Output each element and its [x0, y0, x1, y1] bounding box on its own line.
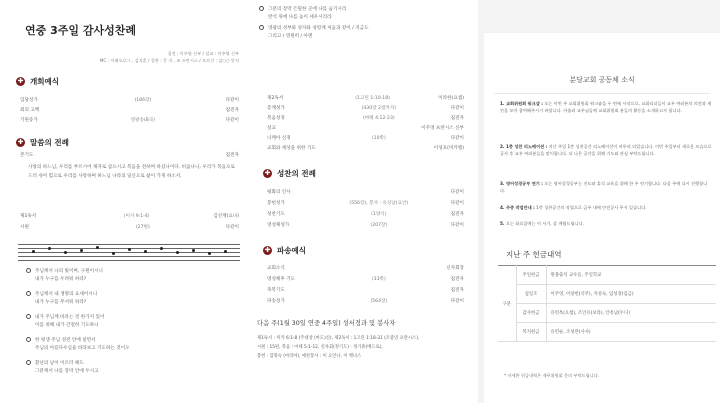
row-leader: 집전자 — [225, 153, 239, 158]
row-label: 교회와 세상을 위한 기도 — [267, 146, 316, 151]
notice-item — [500, 144, 712, 157]
page-title: 연중 3주일 감사성찬례 — [25, 24, 136, 37]
row-label: 입당성가 — [20, 98, 38, 103]
next-week-line: 봉헌 : 함명숙 (마리아), 애찬봉사 : 이 요안나, 이 엥나스 — [257, 354, 362, 359]
order-row — [267, 264, 464, 272]
response-line: 주님께서 내 생명의 요새이시니 — [35, 292, 98, 297]
row-label: 영성체성가 — [267, 223, 290, 228]
row-leader: 집전자 — [450, 116, 464, 121]
response-line: 내가 누구를 두려워 하라? — [35, 277, 87, 282]
row-detail: (27편) — [135, 225, 150, 230]
circle-icon — [26, 360, 31, 365]
divider — [494, 93, 710, 94]
row-leader: 다같이 — [450, 136, 464, 141]
row-detail: (556장), 봉사 : 유상남(요안) — [349, 201, 409, 206]
row-leader: 집전자 — [450, 212, 464, 217]
response-line: 주님의 아름다우심을 바라보고 기도하는 것이오 — [35, 346, 130, 351]
order-row — [267, 199, 464, 207]
psalm-response — [26, 314, 104, 330]
row-leader: 이성호(미카엘) — [433, 146, 464, 151]
right-panel — [484, 33, 720, 403]
row-label: 본기도 — [20, 153, 34, 158]
row-detail: (10쪽) — [371, 136, 386, 141]
row-leader: 집전자 — [450, 277, 464, 282]
row-label: 복음성경 — [267, 116, 285, 121]
notice-head: 2. 1층 성찬 리노베이션 : — [500, 144, 548, 149]
row-detail: (이사 9:1-4) — [123, 214, 150, 219]
order-row — [20, 151, 239, 159]
row-label: 죄의 고백 — [20, 108, 40, 113]
order-row — [20, 106, 239, 114]
section-eucharist — [263, 168, 316, 179]
psalm-response — [26, 291, 97, 307]
table-kind-cell: 감사헌금 — [516, 304, 546, 323]
response-line: 내가 누구를 무서워 하라? — [35, 300, 87, 305]
table-group-cell: 구분 — [498, 266, 516, 342]
row-label: 니케아 신경 — [267, 136, 291, 141]
row-leader: 다같이 — [225, 118, 239, 123]
row-leader: 다같이 — [450, 190, 464, 195]
next-week-heading: 다음 주(1월 30일 연중 4주일) 성서정과 및 봉사자 — [257, 320, 396, 327]
order-row — [20, 96, 239, 104]
psalm-response — [26, 360, 99, 376]
row-label: 제2독서 — [267, 96, 284, 101]
order-row — [267, 134, 464, 142]
music-staff — [18, 240, 240, 262]
cross-icon: ✚ — [264, 246, 271, 254]
row-leader: 다같이 — [450, 223, 464, 228]
row-label: 층계성가 — [267, 106, 285, 111]
order-row — [267, 286, 464, 294]
circle-icon — [26, 337, 31, 342]
response-line: 한 평생 주님 성전 안에 살면서 — [35, 338, 96, 343]
table-text-cell: 유빈순, 조성란(사사) — [546, 323, 716, 342]
response-line: 주님께서 나의 빛이며, 구원이시니 — [35, 269, 103, 274]
section-heading: 개회예식 — [30, 77, 59, 86]
order-row — [20, 116, 239, 124]
row-detail: (430장 2절까지) — [361, 106, 397, 111]
row-label: 시편 — [20, 225, 29, 230]
row-leader: 집전자 — [225, 108, 239, 113]
table-text-cell: 이주영, 이창헌(석주), 지성숙, 임성경(임금) — [546, 285, 716, 304]
notice-head: 1. 교회위원회 워크샵 : — [500, 101, 543, 106]
order-row — [267, 297, 464, 305]
circle-icon — [26, 314, 31, 319]
notice-body: 오는 영어성경공부는 진도와 휴식 교육을 위해 한 주 연기합니다. 다음 주에 다시 진행합니다. — [500, 181, 708, 193]
row-detail: (33쪽) — [371, 277, 386, 282]
row-label: 평화의 인사 — [267, 190, 291, 195]
offering-table — [498, 265, 716, 342]
meta-line-1: 집전 : 이주영 신부 / 설교 : 이주영 신부 — [167, 51, 239, 56]
row-label: 교회소식 — [267, 266, 285, 271]
table-row — [498, 266, 716, 285]
notice-item — [500, 101, 712, 114]
table-kind-cell: 복지헌금 — [516, 323, 546, 342]
section-heading: 성찬의 전례 — [277, 169, 316, 178]
row-detail: 영광송(B곡) — [130, 118, 156, 123]
order-row — [20, 212, 239, 220]
table-kind-cell: 십일조 — [516, 285, 546, 304]
section-opening — [16, 76, 59, 87]
notice-head: 3. 영어성경공부 연기 : — [500, 181, 543, 186]
section-word — [16, 137, 69, 148]
order-row — [267, 221, 464, 229]
row-detail: (207장) — [370, 223, 388, 228]
notice-body: 오는 화요일에는 이 서기, 잘 깨웠드립니다. — [505, 221, 584, 226]
psalm-response — [26, 268, 103, 284]
row-leader: 신자회장 — [446, 266, 464, 271]
offering-title: 지난 주 헌금내역 — [506, 250, 562, 259]
order-row — [20, 223, 239, 231]
order-row — [267, 94, 464, 102]
row-leader: 다같이 — [450, 201, 464, 206]
cross-icon: ✚ — [264, 169, 271, 177]
meta-line-2: MC : 이태오로그 , 김지훈 / 성찬 : 문 지 , 조 프란시스 / 오르간 : 김○○ 안지 — [99, 58, 239, 63]
response-line: 반석 위에 나를 높이 세우시리라 — [268, 15, 332, 20]
response-line: 환난의 날이 이르러 때도 — [35, 361, 84, 366]
response-line: 그분의 장막 은밀한 곳에 나를 숨기시리 — [268, 7, 347, 12]
row-label: 설교 — [267, 126, 276, 131]
table-row — [498, 285, 716, 304]
notice-head: 5. — [500, 221, 505, 226]
row-label: 봉헌성가 — [267, 201, 285, 206]
cross-icon: ✚ — [17, 77, 24, 85]
response-line: 그분께서 나를 장막 안에 두시고 — [35, 369, 99, 374]
notice-head: 4. 주중 작업안내 : — [500, 205, 535, 210]
section-heading: 말씀의 전례 — [30, 138, 69, 147]
order-row — [267, 104, 464, 112]
circle-icon — [26, 268, 31, 273]
row-detail: (마태 4:12-23) — [362, 116, 395, 121]
circle-icon — [259, 6, 264, 11]
circle-icon — [259, 25, 264, 30]
table-kind-cell: 주일헌금 — [516, 266, 546, 285]
row-label: 제1독서 — [20, 214, 37, 219]
row-leader: 이주영 프란시스 신부 — [421, 126, 464, 131]
order-row — [267, 144, 464, 152]
next-week-line: 제1독서 : 미카 6:1-8 (주대상 (마도)신), 제2독서 : 1고린 1:18-31 (조중연 프란시스), — [257, 336, 420, 341]
next-week-line: 시편 : 15편, 복음 : 마태 5:1-12, 신자회(정기도) : 정기휴(베드로), — [257, 345, 383, 350]
row-leader: 다같이 — [450, 299, 464, 304]
notice-body: 지난 주일 1층 성찬공간 리노베이션이 마무리 되었습니다. 이번 주일부터 새로운 모습으로 공사 후 교우 여러분들을 맞이합니다. 더 나은 공간을 위해 기도와 관심 부탁드립니다. — [500, 144, 712, 156]
row-label: 영성체후 기도 — [267, 277, 296, 282]
row-label: 기원송가 — [20, 118, 38, 123]
table-text-cell: 유빈옥(요셉), 조인유(보라), 안옥남(두디) — [546, 304, 716, 323]
collect-prayer: 사랑의 하느님, 우리를 부르시어 제자로 삼으시고 복음을 전하며 하셨나이다. 비옵나니, 우리가 복음으로 드러 쉬어 힘으로 우리를 사랑하며 하느님 나라의 일신으로 삶이 가게 하소서. — [28, 165, 235, 179]
response-line: 그리고 / 영원히 / 아멘 — [268, 34, 313, 39]
row-leader: 집전자 — [450, 288, 464, 293]
row-detail: (1고린 1:10-18) — [355, 96, 390, 101]
right-column — [478, 0, 720, 403]
row-label: 파송성가 — [267, 299, 285, 304]
response-line: 영광의 성부와 성자와 성령께 처음과 같이 / 지금도 — [268, 26, 369, 31]
circle-icon — [26, 291, 31, 296]
row-detail: (1양식) — [371, 212, 387, 217]
notice-title: 분당교회 공동체 소식 — [569, 76, 635, 84]
cross-icon: ✚ — [17, 138, 24, 146]
order-row — [267, 188, 464, 196]
notice-body: 오는 이번 주 교회위원회 워크숍을 두 번에 시작으로, 교회리더들이 교우 여러분의 의견과 제안을 모아 참여해주시기 바랍니다. 아울러 교우님들께 교회위원회 분들의 활동을 소개하고자 합니다. — [500, 101, 712, 113]
row-leader: 다같이 — [225, 225, 239, 230]
row-detail: (564장) — [370, 299, 388, 304]
notice-item — [500, 205, 712, 212]
offering-footnote: * 자세한 헌금내역은 재무위원회 문의 부탁드립니다. — [504, 373, 600, 378]
section-dismissal — [263, 245, 306, 256]
row-label: 축복기도 — [267, 288, 285, 293]
row-detail: (186장) — [134, 98, 152, 103]
notice-body: 1층 성찬공간의 작업으로 금주 내에 안전공사 무시 있습니다. — [536, 205, 647, 210]
row-leader: 이라한(요셉) — [438, 96, 464, 101]
response-line: 내가 주님께 바라는 것 한가지 있어 — [35, 315, 105, 320]
table-row — [498, 304, 716, 323]
psalm-continuation — [259, 6, 369, 41]
table-text-cell: 원종출석 교우들, 주일학교 — [546, 266, 716, 285]
row-leader: 다같이 — [450, 106, 464, 111]
notice-item — [500, 221, 712, 228]
order-row — [267, 210, 464, 218]
row-leader: 다같이 — [225, 98, 239, 103]
section-heading: 파송예식 — [277, 246, 306, 255]
order-row — [267, 114, 464, 122]
row-label: 성찬기도 — [267, 212, 285, 217]
notice-item — [500, 181, 712, 194]
next-week-details — [257, 334, 471, 361]
service-meta — [14, 50, 239, 64]
order-row — [267, 275, 464, 283]
psalm-response — [26, 337, 130, 353]
table-row — [498, 323, 716, 342]
order-row — [267, 124, 464, 132]
response-line: 이를 위해 내가 간절히 기도하니 — [35, 323, 99, 328]
row-leader: 김선재(요나) — [213, 214, 239, 219]
